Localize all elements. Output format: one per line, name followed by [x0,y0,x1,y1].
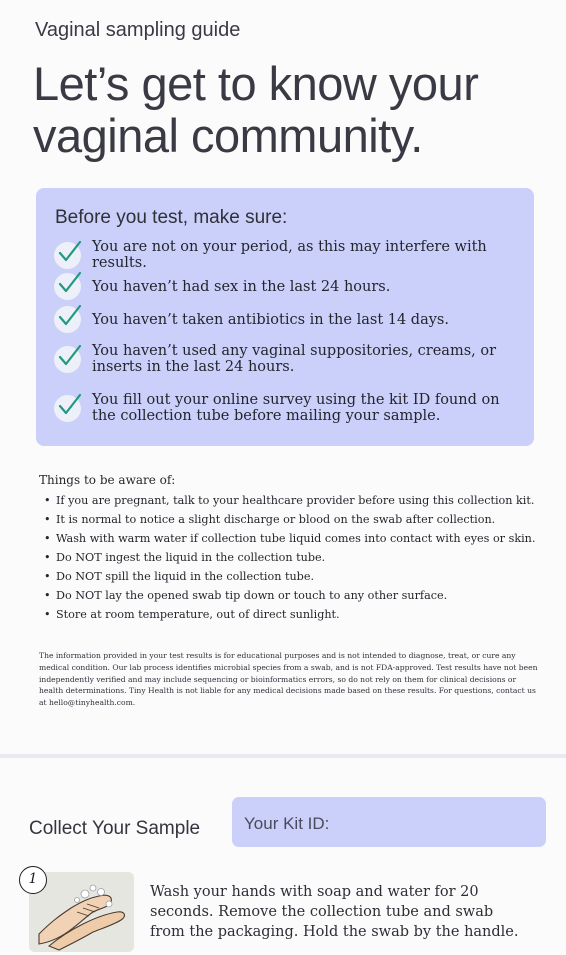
checklist-item-text: You are not on your period, as this may interfere with results. [92,239,487,271]
page-title: Let’s get to know your vaginal community. [33,57,479,162]
list-item: • Do NOT lay the opened swab tip down or touch to any other surface. [39,586,539,605]
list-item: • Do NOT ingest the liquid in the collection tube. [39,548,539,567]
check-icon [54,273,81,300]
checklist-item [54,392,502,424]
checklist-item [54,306,502,333]
step-number-badge: 1 [19,866,47,894]
check-icon [54,306,81,333]
list-item: • It is normal to notice a slight discharge or blood on the swab after collection. [39,510,539,529]
checklist-item [54,273,502,300]
collect-title: Collect Your Sample [29,818,201,839]
checklist-item-text: You haven’t taken antibiotics in the last 14 days. [92,311,449,328]
checklist-title: Before you test, make sure: [55,207,288,228]
list-item: • Wash with warm water if collection tube liquid comes into contact with eyes or skin. [39,529,539,548]
checklist-item-text: You fill out your online survey using the kit ID found on the collection tube before mailing your sample. [92,392,500,424]
checklist-box [36,188,534,446]
aware-list [39,491,539,624]
checklist-item-text: You haven’t had sex in the last 24 hours. [92,278,391,295]
section-divider [0,754,566,758]
disclaimer: The information provided in your test results is for educational purposes and is not intended to diagnose, treat, or cure any medical condition. Our lab process identifies microbial species from a swab, and is not FDA-approved. Test results have not been independently verified and may include sequencing or bioinformatics errors, so do not rely on them for clinical decisions or health determinations. Tiny Health is not liable for any medical decisions made based on these results. For questions, contact us at hello@tinyhealth.com. [39,651,538,708]
list-item: • Store at room temperature, out of direct sunlight. [39,605,539,624]
checklist-item-text: You haven’t used any vaginal suppositories, creams, or inserts in the last 24 hours. [92,343,497,375]
eyebrow: Vaginal sampling guide [35,19,241,41]
check-icon [54,346,81,373]
aware-section [39,473,539,624]
checklist-item [54,239,502,271]
list-item: • If you are pregnant, talk to your healthcare provider before using this collection kit. [39,491,539,510]
kit-id-label: Your Kit ID: [244,814,330,833]
checklist-item [54,343,502,375]
list-item: • Do NOT spill the liquid in the collection tube. [39,567,539,586]
step-text: Wash your hands with soap and water for 20 seconds. Remove the collection tube and swab from the packaging. Hold the swab by the handle. [150,884,519,940]
check-icon [54,242,81,269]
check-icon [54,395,81,422]
kit-id-field [232,797,546,847]
aware-title: Things to be aware of: [39,473,176,487]
